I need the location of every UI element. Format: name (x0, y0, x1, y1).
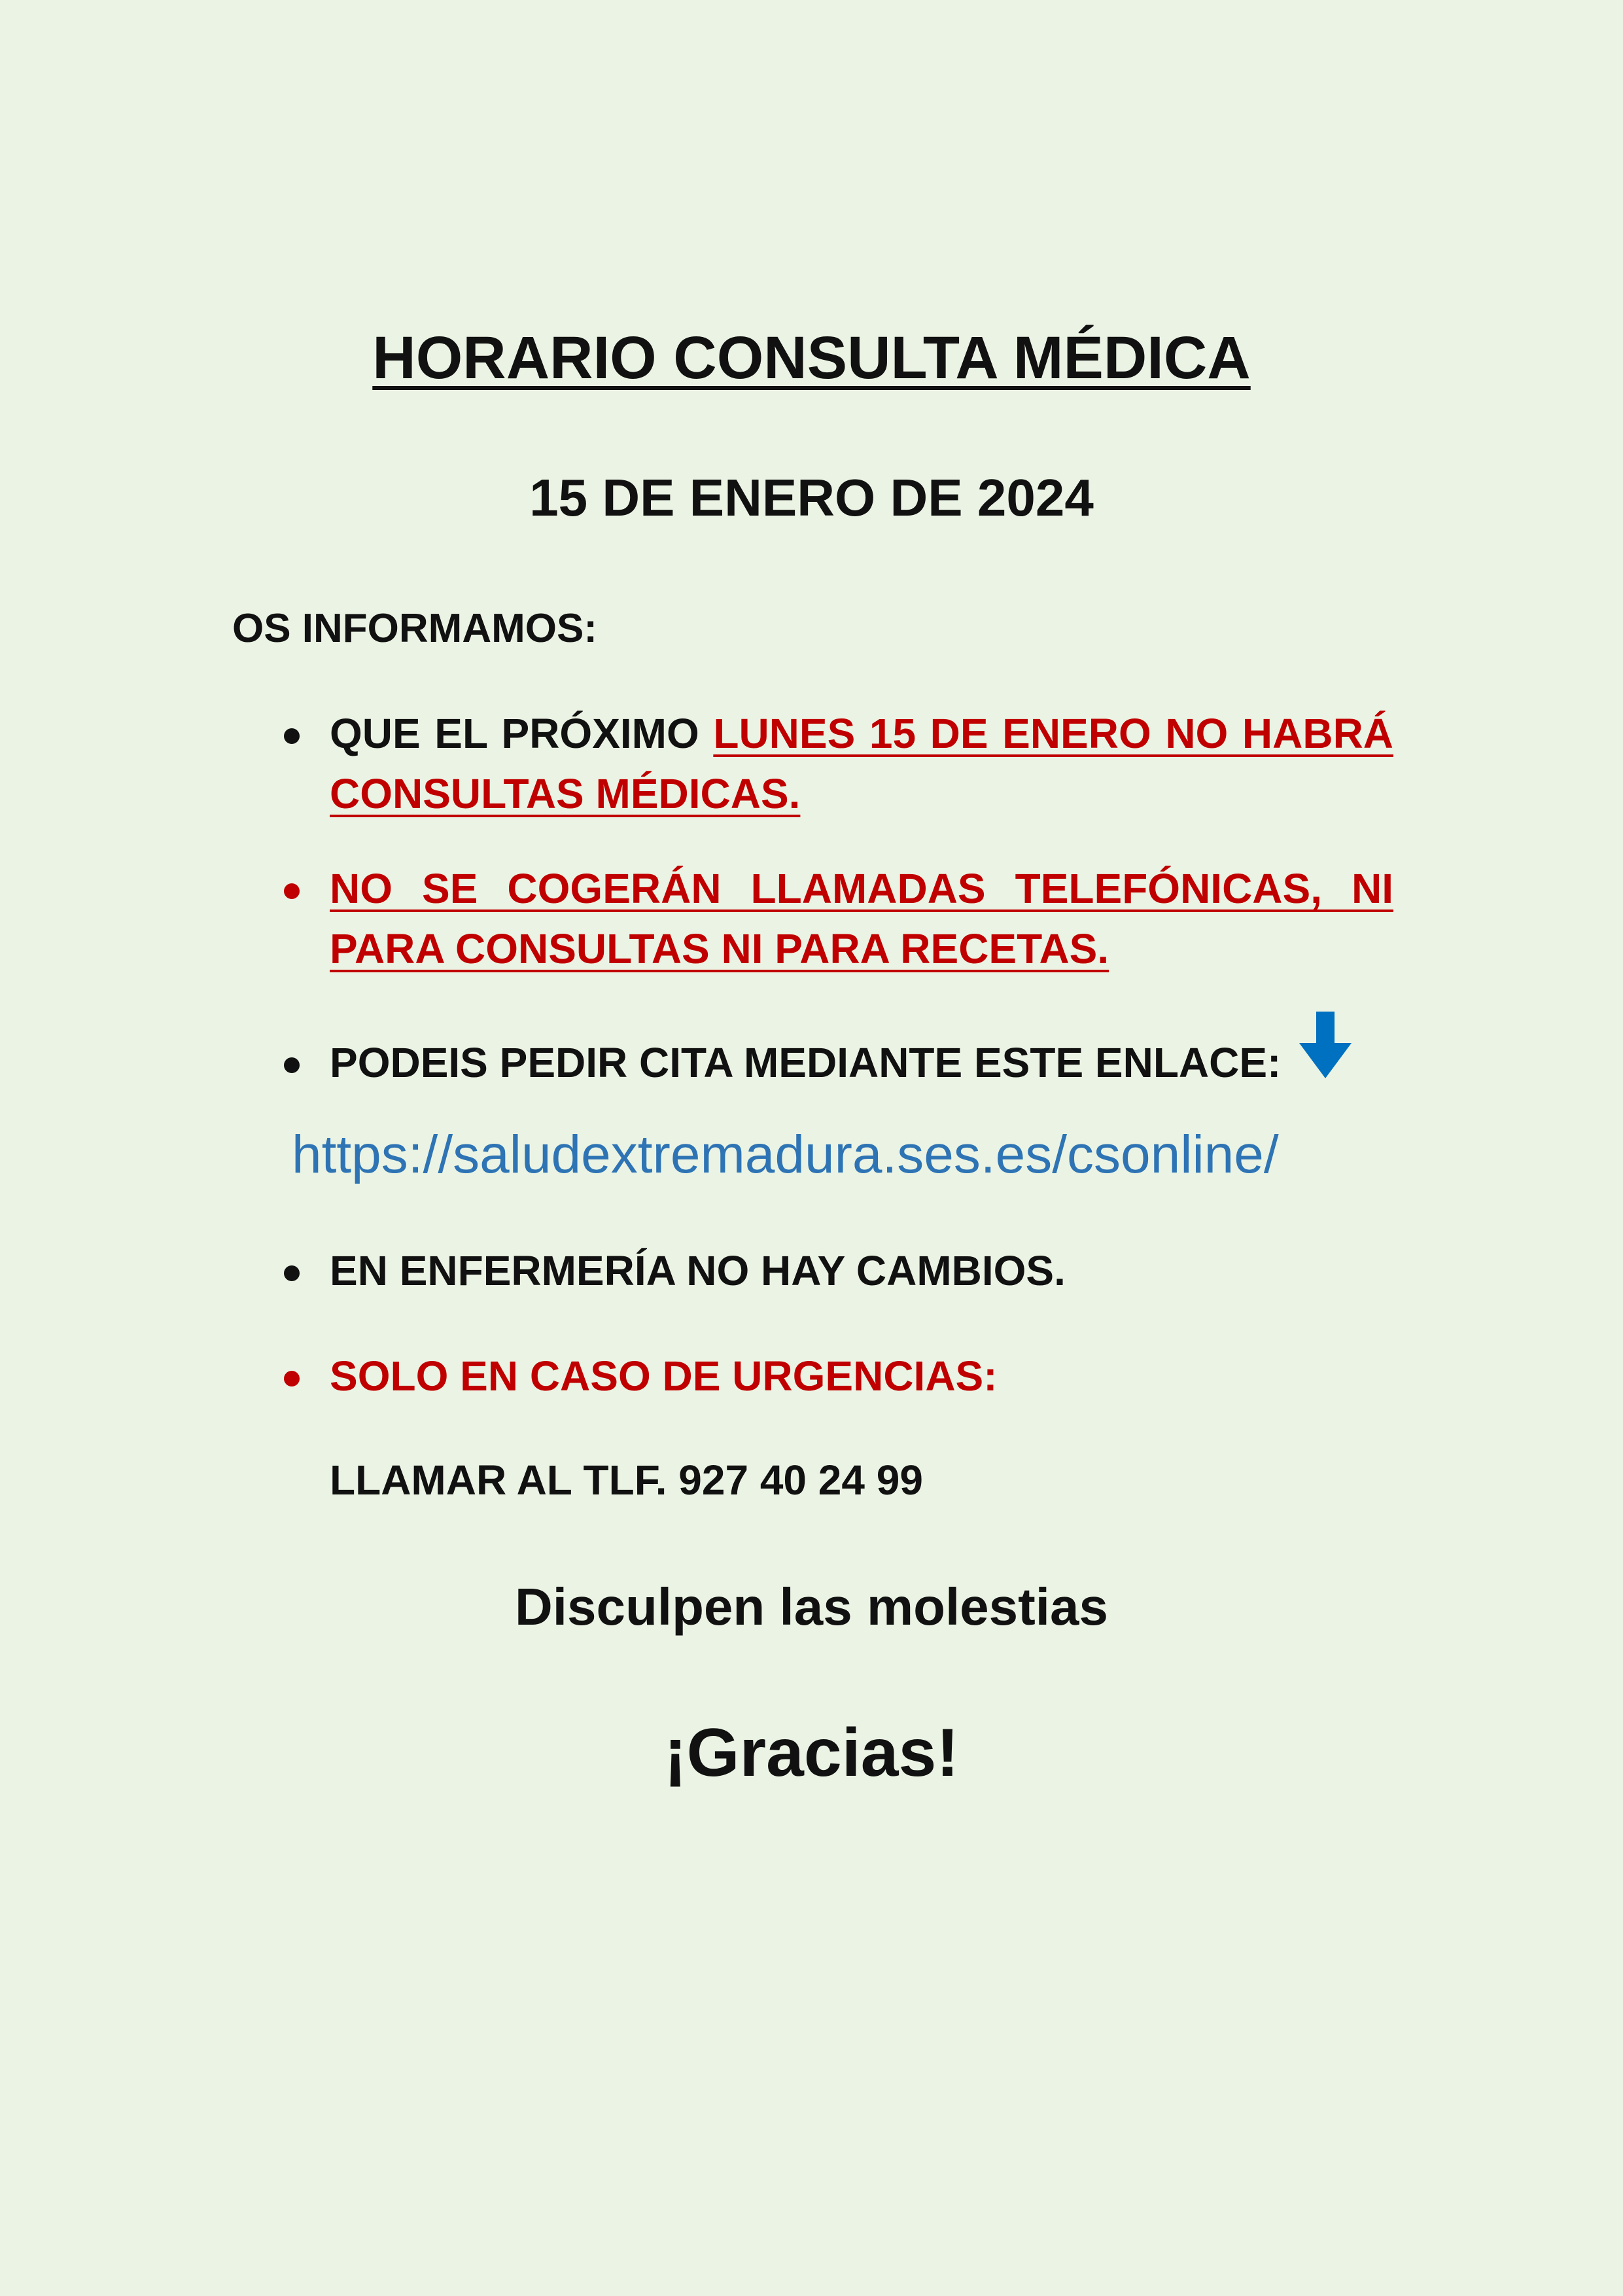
appointment-link[interactable]: https://saludextremadura.ses.es/csonline/ (292, 1125, 1279, 1184)
intro-label: OS INFORMAMOS: (232, 606, 597, 651)
emergency-phone: LLAMAR AL TLF. 927 40 24 99 (330, 1457, 923, 1504)
bullet-text (330, 703, 1393, 824)
bullet-text: EN ENFERMERÍA NO HAY CAMBIOS. (330, 1247, 1066, 1294)
bullet-text-red: NO SE COGERÁN LLAMADAS TELEFÓNICAS, NI PARA CONSULTAS NI PARA RECETAS. (330, 865, 1393, 972)
bullet-text-black: QUE EL PRÓXIMO (330, 710, 714, 757)
page-title: HORARIO CONSULTA MÉDICA (372, 325, 1251, 391)
apology-text: Disculpen las molestias (514, 1578, 1109, 1636)
bullet-dot (281, 1241, 330, 1301)
bullet-text-red: LUNES 15 DE ENERO NO HABRÁ CONSULTAS MÉDICAS. (330, 710, 1393, 817)
bullet-dot (281, 703, 330, 764)
bullet-text (330, 1033, 1393, 1093)
bullet-item-no-consultations (281, 703, 1393, 824)
arrow-down-icon (1294, 1009, 1357, 1082)
thanks-text: ¡Gracias! (664, 1715, 959, 1791)
bullet-text-red: SOLO EN CASO DE URGENCIAS: (330, 1352, 998, 1400)
bullet-item-no-calls (281, 858, 1393, 979)
bullet-item-appointment (281, 1033, 1393, 1093)
bullet-dot (281, 1033, 330, 1093)
bullet-dot (281, 1346, 330, 1406)
date-heading: 15 DE ENERO DE 2024 (529, 468, 1094, 527)
appointment-text: PODEIS PEDIR CITA MEDIANTE ESTE ENLACE: (330, 1039, 1282, 1086)
bullet-item-nursing (281, 1241, 1393, 1301)
bullet-dot (281, 858, 330, 919)
bullet-item-emergencies (281, 1346, 1393, 1406)
